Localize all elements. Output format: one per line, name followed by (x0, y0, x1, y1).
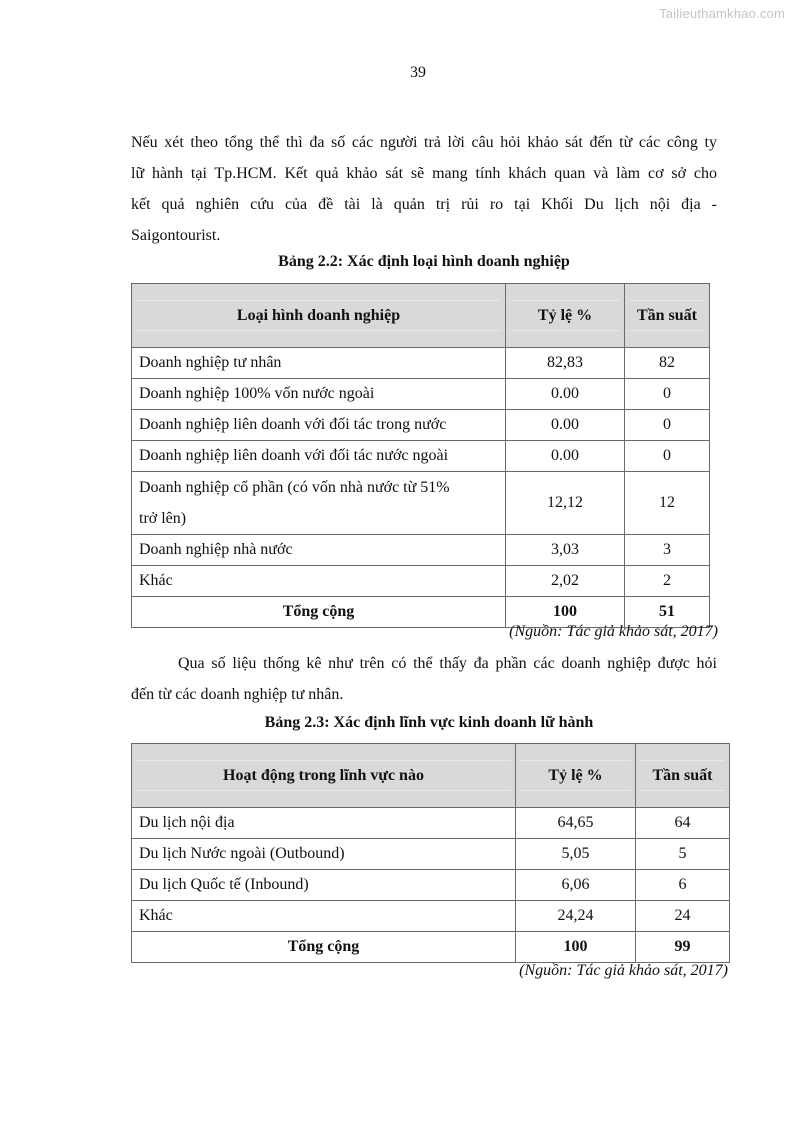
row-percent: 0.00 (506, 379, 625, 410)
intro-paragraph (131, 127, 717, 251)
column-header-percent: Tỷ lệ % (516, 744, 636, 808)
paragraph-line: kết quả nghiên cứu của đề tài là quản trị rủi ro tại Khối Du lịch nội địa - (131, 196, 717, 213)
column-header-frequency: Tần suất (625, 284, 710, 348)
table-row (132, 472, 710, 535)
row-percent: 6,06 (516, 870, 636, 901)
table-row (132, 901, 730, 932)
table-2-3 (131, 743, 730, 963)
row-frequency: 12 (625, 472, 710, 535)
table-2-2 (131, 283, 710, 628)
total-percent: 100 (506, 597, 625, 628)
column-header-percent: Tỷ lệ % (506, 284, 625, 348)
total-frequency: 99 (636, 932, 730, 963)
row-label: Doanh nghiệp tư nhân (132, 348, 506, 379)
row-label: Du lịch Nước ngoài (Outbound) (132, 839, 516, 870)
watermark: Tailieuthamkhao.com (659, 6, 785, 21)
row-label-line: trở lên) (139, 510, 187, 527)
row-percent: 24,24 (516, 901, 636, 932)
row-label: Doanh nghiệp 100% vốn nước ngoài (132, 379, 506, 410)
table-header-row (132, 744, 730, 808)
paragraph-line: Qua số liệu thống kê như trên có thể thấy đa phần các doanh nghiệp được hỏi (178, 655, 717, 672)
table-2-2-source: (Nguồn: Tác giả khảo sát, 2017) (509, 623, 718, 640)
row-frequency: 0 (625, 410, 710, 441)
paragraph-line: đến từ các doanh nghiệp tư nhân. (131, 686, 344, 703)
row-label (132, 472, 506, 535)
table-row (132, 535, 710, 566)
column-header-frequency: Tần suất (636, 744, 730, 808)
row-frequency: 5 (636, 839, 730, 870)
middle-paragraph (131, 648, 717, 710)
total-frequency: 51 (625, 597, 710, 628)
column-header-type: Loại hình doanh nghiệp (132, 284, 506, 348)
row-percent: 0.00 (506, 441, 625, 472)
row-frequency: 24 (636, 901, 730, 932)
total-label: Tổng cộng (132, 597, 506, 628)
row-frequency: 2 (625, 566, 710, 597)
row-frequency: 0 (625, 441, 710, 472)
row-percent: 12,12 (506, 472, 625, 535)
table-row (132, 839, 730, 870)
row-label-line: Doanh nghiệp cổ phần (có vốn nhà nước từ 51% (139, 479, 450, 496)
paragraph-line: lữ hành tại Tp.HCM. Kết quả khảo sát sẽ mang tính khách quan và làm cơ sở cho (131, 165, 717, 182)
paragraph-line: Saigontourist. (131, 227, 221, 244)
table-row (132, 566, 710, 597)
table-2-2-caption: Bảng 2.2: Xác định loại hình doanh nghiệp (278, 253, 570, 270)
row-label: Doanh nghiệp liên doanh với đối tác trong nước (132, 410, 506, 441)
row-frequency: 3 (625, 535, 710, 566)
table-row (132, 379, 710, 410)
table-row (132, 410, 710, 441)
table-row (132, 808, 730, 839)
row-frequency: 82 (625, 348, 710, 379)
total-percent: 100 (516, 932, 636, 963)
row-label: Du lịch nội địa (132, 808, 516, 839)
row-percent: 0.00 (506, 410, 625, 441)
row-frequency: 64 (636, 808, 730, 839)
paragraph-line: Nếu xét theo tổng thể thì đa số các người trả lời câu hỏi khảo sát đến từ các công ty (131, 134, 717, 151)
row-label: Du lịch Quốc tế (Inbound) (132, 870, 516, 901)
row-label: Doanh nghiệp liên doanh với đối tác nước ngoài (132, 441, 506, 472)
table-2-3-source: (Nguồn: Tác giả khảo sát, 2017) (519, 962, 728, 979)
table-header-row (132, 284, 710, 348)
row-percent: 5,05 (516, 839, 636, 870)
page-number: 39 (410, 64, 426, 81)
table-row (132, 441, 710, 472)
table-row (132, 348, 710, 379)
row-percent: 3,03 (506, 535, 625, 566)
table-2-3-caption: Bảng 2.3: Xác định lĩnh vực kinh doanh lữ hành (264, 714, 594, 731)
row-frequency: 6 (636, 870, 730, 901)
row-percent: 82,83 (506, 348, 625, 379)
table-total-row (132, 932, 730, 963)
total-label: Tổng cộng (132, 932, 516, 963)
row-frequency: 0 (625, 379, 710, 410)
column-header-activity: Hoạt động trong lĩnh vực nào (132, 744, 516, 808)
row-label: Doanh nghiệp nhà nước (132, 535, 506, 566)
table-row (132, 870, 730, 901)
row-label: Khác (132, 566, 506, 597)
row-percent: 2,02 (506, 566, 625, 597)
row-percent: 64,65 (516, 808, 636, 839)
row-label: Khác (132, 901, 516, 932)
